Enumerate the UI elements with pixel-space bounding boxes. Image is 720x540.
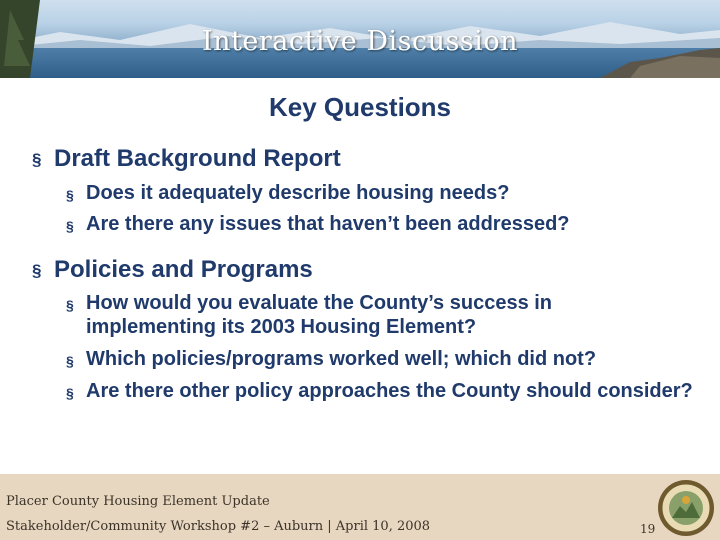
- list-item-text: Which policies/programs worked well; which did not?: [86, 348, 597, 370]
- footer-title: Placer County Housing Element Update: [6, 494, 270, 509]
- list-item: [66, 212, 706, 236]
- list-item-text: Are there other policy approaches the County should consider?: [86, 380, 693, 402]
- item-bullet-icon: §: [66, 218, 74, 234]
- section-bullet-icon: §: [32, 261, 42, 280]
- footer-bar: [0, 474, 720, 540]
- header-banner: [0, 0, 720, 78]
- slide-title: Key Questions: [268, 92, 452, 122]
- list-item-text: Does it adequately describe housing needs?: [86, 182, 510, 204]
- list-item-text: How would you evaluate the County’s success in implementing its 2003 Housing Element?: [86, 292, 553, 338]
- page-number: 19: [640, 522, 656, 536]
- list-item: [66, 379, 706, 403]
- item-bullet-icon: §: [66, 353, 74, 369]
- section-heading-text: Policies and Programs: [54, 256, 313, 283]
- list-item: [66, 291, 666, 339]
- footer-subtitle: Stakeholder/Community Workshop #2 – Auburn | April 10, 2008: [6, 519, 431, 534]
- list-item: [66, 181, 706, 205]
- list-item: [66, 347, 706, 371]
- banner-title: Interactive Discussion: [202, 26, 518, 57]
- list-item-text: Are there any issues that haven’t been addressed?: [86, 213, 570, 235]
- county-seal-icon: [656, 478, 716, 538]
- section-bullet-icon: §: [32, 150, 42, 169]
- section-heading-text: Draft Background Report: [54, 145, 341, 172]
- item-bullet-icon: §: [66, 385, 74, 401]
- item-bullet-icon: §: [66, 297, 74, 313]
- item-bullet-icon: §: [66, 187, 74, 203]
